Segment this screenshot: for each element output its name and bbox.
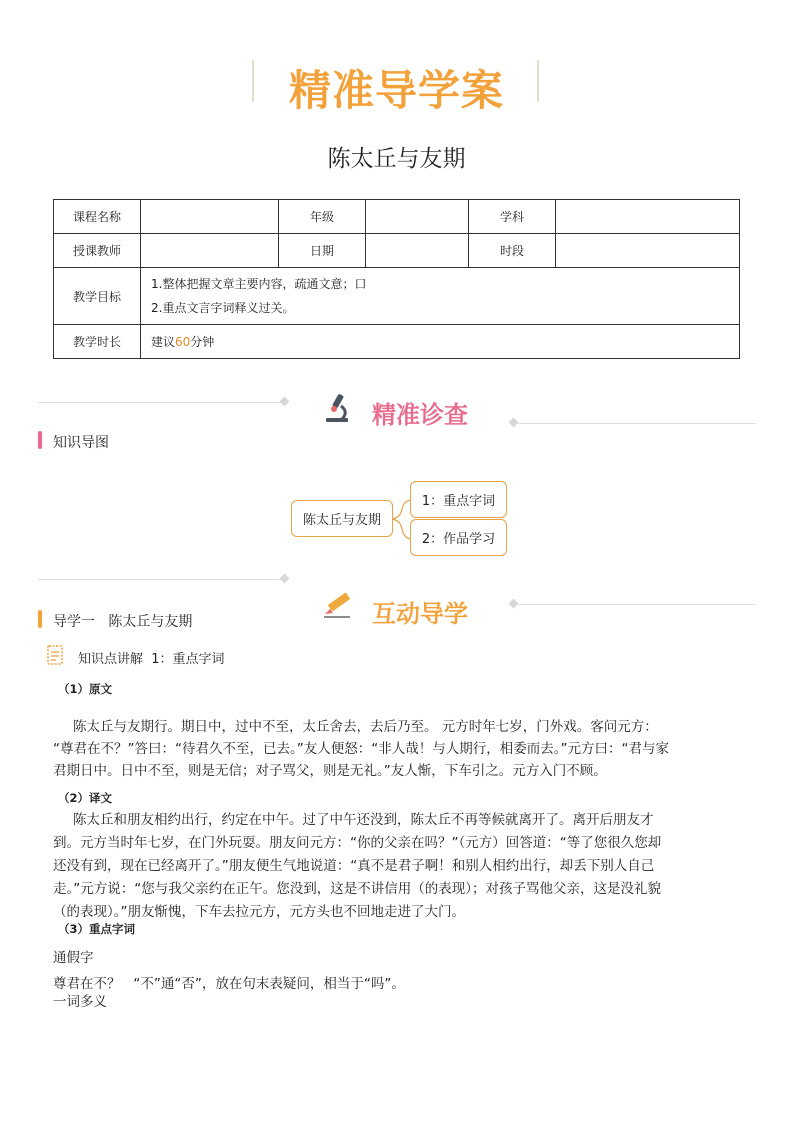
lesson-info-table [53,199,740,359]
tongjia-example: 尊君在不？ “不”通“否”，放在句末表疑问，相当于“吗”。 [53,976,405,992]
mindmap-branch-1: 1：重点字词 [410,481,507,518]
translation-line: 陈太丘和朋友相约出行，约定在中午。过了中午还没到，陈太丘不再等候就离开了。离开后朋友才 [73,812,654,828]
section1-tag: 知识导图 [53,435,109,451]
translation-line: 走。”元方说：“您与我父亲约在正午。您没到，这是不讲信用（的表现）；对孩子骂他父亲，这是没礼貌 [53,881,661,897]
goal-value [141,268,740,325]
translation-line: （的表现）。”朋友惭愧，下车去拉元方，元方头也不回地走进了大门。 [53,904,465,920]
duration-prefix: 建议 [151,335,176,349]
original-line: 陈太丘与友期行。期日中，过中不至，太丘舍去，去后乃至。 元方时年七岁，门外戏。客问元方： [73,719,658,735]
teacher-value [141,234,279,268]
tag-marker [38,431,42,449]
duration-number: 60 [175,335,191,349]
translation-text [53,809,713,924]
translation-line: 还没有到，现在已经离开了。”朋友便生气地说道：“真不是君子啊！和别人相约出行，却丢下别人自己 [53,858,655,874]
pencil-icon [322,590,354,620]
teacher-label: 授课教师 [54,234,141,268]
section2-diamond-left [280,574,290,584]
section1-diamond-left [280,397,290,407]
tag-marker [38,610,42,628]
section2-tag: 导学一 陈太丘与友期 [53,614,193,630]
mindmap-root: 陈太丘与友期 [291,500,393,537]
period-value [556,234,740,268]
section1-title: 精准诊查 [372,401,468,429]
translation-heading: （2）译文 [58,791,113,805]
subject-value [556,200,740,234]
knowledge-point-label: 知识点讲解 1：重点字词 [78,652,225,667]
keywords-heading: （3）重点字词 [58,922,136,936]
original-text [53,716,713,782]
section2-rule-right [516,604,756,605]
duration-value [141,325,740,359]
goal-label: 教学目标 [54,268,141,325]
goal-item-1: 1.整体把握文章主要内容，疏通文意；口 [151,277,367,291]
subject-label: 学科 [469,200,556,234]
translation-line: 到。元方当时年七岁，在门外玩耍。朋友问元方：“你的父亲在吗？”（元方）回答道：“等了您很久您却 [53,835,662,851]
section1-rule-left [38,402,283,403]
polysemy-label: 一词多义 [53,994,107,1010]
course-value [141,200,279,234]
date-value [366,234,469,268]
date-label: 日期 [279,234,366,268]
original-heading: （1）原文 [58,682,113,696]
section2-title: 互动导学 [372,600,468,628]
section1-rule-right [516,423,756,424]
goal-item-2: 2.重点文言字词释义过关。 [151,301,295,315]
document-icon [43,643,67,667]
section2-diamond-right [509,599,519,609]
page-title: 精准导学案 [288,66,504,115]
mindmap-branch-2: 2：作品学习 [410,519,507,556]
tongjia-label: 通假字 [53,950,94,966]
original-line: 君期日中。日中不至，则是无信；对子骂父，则是无礼。”友人惭，下车引之。元方入门不顾。 [53,763,607,779]
section2-rule-left [38,579,283,580]
microscope-icon [322,392,352,424]
section1-diamond-right [509,418,519,428]
grade-value [366,200,469,234]
course-label: 课程名称 [54,200,141,234]
grade-label: 年级 [279,200,366,234]
period-label: 时段 [469,234,556,268]
original-line: “尊君在不？”答曰：“待君久不至，已去。”友人便怒：“非人哉！与人期行，相委而去。”元方曰：“君与家 [53,741,669,757]
duration-label: 教学时长 [54,325,141,359]
duration-suffix: 分钟 [190,335,215,349]
lesson-title: 陈太丘与友期 [327,146,466,172]
